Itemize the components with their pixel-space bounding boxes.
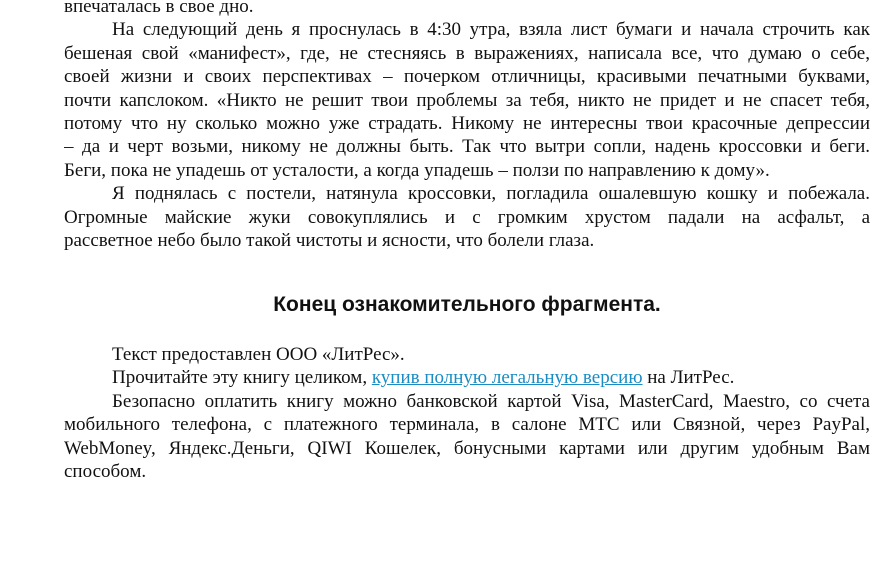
payment-line: способом. [64,460,147,482]
paragraph-line: потому что ну сколько можно уже страдать. Никому не интересны твои красочные депрессии [64,112,870,134]
buy-full-version-link[interactable]: купив полную легальную версию [371,367,643,389]
paragraph-line: рассветное небо было такой чистоты и ясности, что болели глаза. [64,229,595,251]
paragraph-line: – да и черт возьми, никому не должны быть. Так что вытри сопли, надень кроссовки и беги. [64,136,870,158]
payment-line: Безопасно оплатить книгу можно банковской картой Visa, MasterCard, Maestro, со счета [112,390,870,412]
paragraph-line: Огромные майские жуки совокуплялись и с громким хрустом падали на асфальт, а [64,206,870,228]
payment-line: WebMoney, Яндекс.Деньги, QIWI Кошелек, бонусными картами или другим удобным Вам [64,437,870,459]
paragraph-line: Я поднялась с постели, натянула кроссовки, погладила ошалевшую кошку и побежала. [112,183,870,205]
payment-line: мобильного телефона, с платежного терминала, в салоне МТС или Связной, через PayPal, [64,414,870,436]
end-of-fragment-heading: Конец ознакомительного фрагмента. [273,293,661,316]
paragraph-line: Беги, пока не упадешь от усталости, а когда упадешь – ползи по направлению к дому». [64,159,770,181]
paragraph-line: бешеная свой «манифест», где, не стесняясь в выражениях, написала все, что думаю о себе, [64,42,870,64]
book-text [64,0,870,252]
paragraph-line: почти капслоком. «Никто не решит твои проблемы за тебя, никто не придет и не спасет тебя, [64,89,870,111]
provided-by-text: Текст предоставлен ООО «ЛитРес». [112,344,405,365]
paragraph-line: впечаталась в свое дно. [64,0,254,17]
paragraph-line: своей жизни и своих перспективах – почерком отличницы, красивыми печатными буквами, [64,66,870,88]
paragraph-line: На следующий день я проснулась в 4:30 утра, взяла лист бумаги и начала строчить как [112,19,870,41]
read-suffix: на ЛитРес. [642,367,735,389]
read-prefix: Прочитайте эту книгу целиком, [112,367,372,389]
read-full-text [64,366,870,389]
publisher-notice [64,343,870,483]
